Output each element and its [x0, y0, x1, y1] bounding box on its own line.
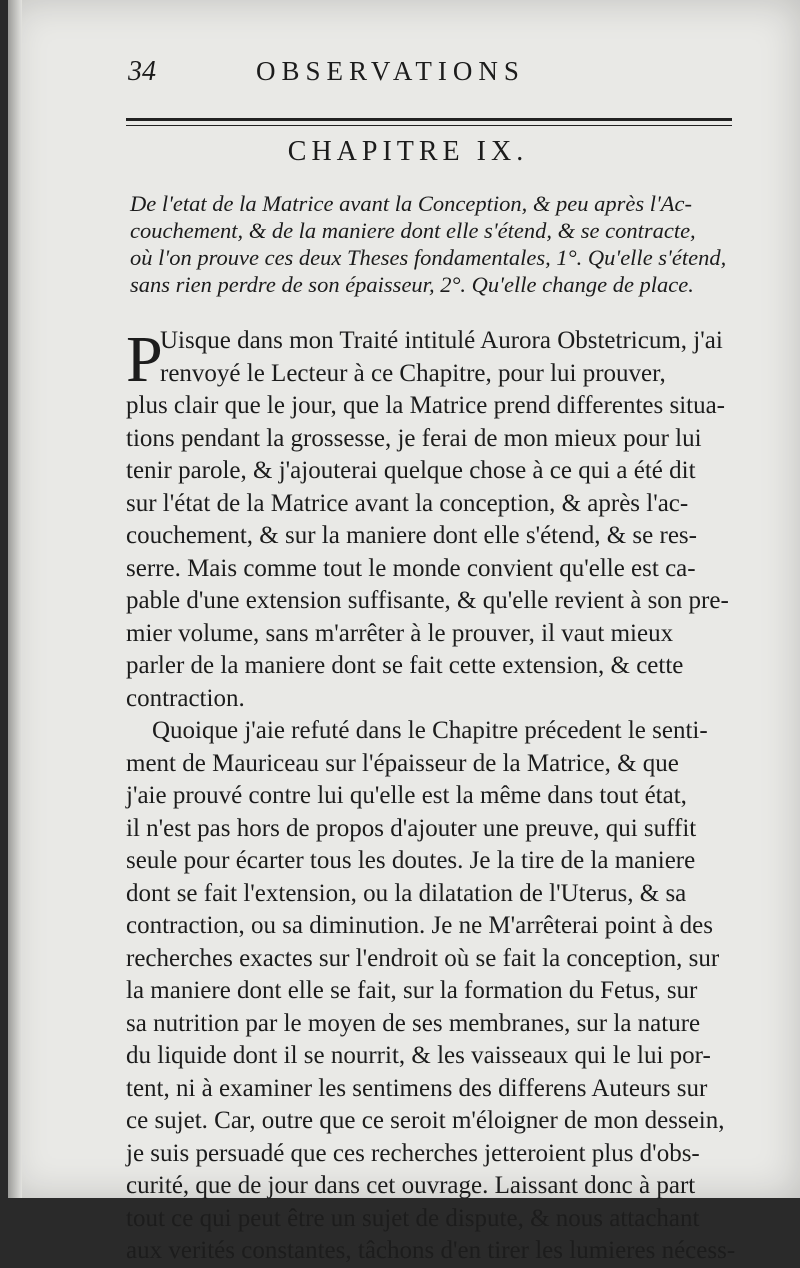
text-line: dont se fait l'extension, ou la dilatation de l'Uterus, & sa [126, 879, 687, 907]
paragraph-1 [126, 325, 746, 715]
text-line: pable d'une extension suffisante, & qu'elle revient à son pre- [126, 587, 729, 614]
running-head: OBSERVATIONS [256, 56, 525, 86]
text-line: tions pendant la grossesse, je ferai de mon mieux pour lui [126, 424, 702, 452]
text-line: curité, que de jour dans cet ouvrage. Laissant donc à part [126, 1172, 696, 1199]
header-rule-thin [126, 125, 732, 126]
text-line: tenir parole, & j'ajouterai quelque chose à ce qui a été dit [126, 457, 696, 484]
text-line: seule pour écarter tous les doutes. Je la tire de la maniere [126, 847, 696, 874]
text-line: recherches exactes sur l'endroit où se fait la conception, sur [126, 944, 720, 972]
paragraph-2 [126, 715, 746, 1268]
text-line: plus clair que le jour, que la Matrice prend differentes situa- [126, 392, 726, 419]
text-line: aux verités constantes, tâchons d'en tirer les lumieres nécess- [126, 1237, 736, 1264]
text-line: tent, ni à examiner les sentimens des differens Auteurs sur [126, 1074, 708, 1102]
text-line: contraction, ou sa diminution. Je ne M'arrêterai point à des [126, 912, 713, 939]
text-line: ment de Mauriceau sur l'épaisseur de la Matrice, & que [126, 749, 679, 777]
text-line: je suis persuadé que ces recherches jetteroient plus d'obs- [126, 1139, 700, 1167]
text-line: parler de la maniere dont se fait cette extension, & cette [126, 652, 684, 679]
page-number: 34 [128, 56, 156, 87]
text-line: mier volume, sans m'arrêter à le prouver, il vaut mieux [126, 619, 674, 647]
text-line: renvoyé le Lecteur à ce Chapitre, pour lui prouver, [160, 359, 666, 387]
text-line: couchement, & sur la maniere dont elle s'étend, & se res- [126, 522, 697, 549]
drop-cap: P [126, 323, 163, 396]
text-line: il n'est pas hors de propos d'ajouter une preuve, qui suffit [126, 814, 697, 842]
text-line: sur l'état de la Matrice avant la conception, & après l'ac- [126, 489, 689, 517]
text-line: j'aie prouvé contre lui qu'elle est la même dans tout état, [126, 782, 687, 809]
chapter-title: CHAPITRE IX. [287, 136, 529, 167]
page-header [128, 56, 728, 92]
chapter-summary [130, 190, 728, 298]
summary-line: couchement, & de la maniere dont elle s'étend, & se contracte, [130, 218, 696, 243]
text-line: du liquide dont il se nourrit, & les vaisseaux qui le lui por- [126, 1042, 711, 1069]
text-line: Uisque dans mon Traité intitulé Aurora Obstetricum, j'ai [160, 327, 723, 354]
summary-line: où l'on prouve ces deux Theses fondamentales, 1°. Qu'elle s'étend, [130, 245, 727, 270]
header-rule-thick [126, 118, 732, 121]
text-line: ce sujet. Car, outre que ce seroit m'éloigner de mon dessein, [126, 1107, 725, 1134]
body-text [126, 325, 746, 1268]
book-page [8, 0, 800, 1264]
text-line: contraction. [126, 684, 245, 712]
text-line: Quoique j'aie refuté dans le Chapitre précedent le senti- [152, 717, 708, 744]
page-gutter-edge [8, 0, 22, 1198]
text-line: serre. Mais comme tout le monde convient qu'elle est ca- [126, 554, 696, 582]
text-line: tout ce qui peut être un sujet de dispute, & nous attachant [126, 1204, 700, 1232]
text-line: la maniere dont elle se fait, sur la formation du Fetus, sur [126, 977, 698, 1004]
summary-line: De l'etat de la Matrice avant la Conception, & peu après l'Ac- [130, 191, 692, 216]
text-line: sa nutrition par le moyen de ses membranes, sur la nature [126, 1009, 701, 1037]
summary-line: sans rien perdre de son épaisseur, 2°. Qu'elle change de place. [130, 272, 694, 297]
